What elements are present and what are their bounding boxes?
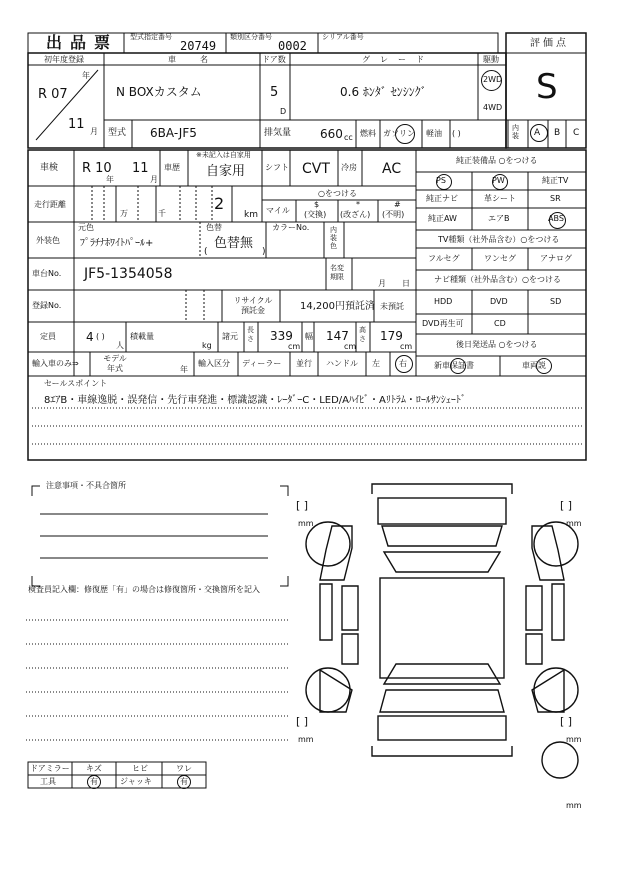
- type-no-value: 20749: [180, 39, 217, 53]
- mile-label: マイル: [266, 206, 290, 215]
- width-unit: cm: [344, 342, 357, 351]
- class-no-value: 0002: [278, 39, 307, 53]
- length-unit: cm: [288, 342, 301, 351]
- mm-spare: mm: [566, 801, 582, 810]
- bracket-fr: [ ]: [560, 499, 573, 512]
- history-value: 自家用: [206, 164, 246, 179]
- interior-label: 内装: [512, 124, 519, 140]
- handle-label: ハンドル: [326, 359, 358, 368]
- drive-4wd: 4WD: [483, 103, 503, 112]
- displacement-value: 660: [320, 127, 343, 141]
- handle-right-circle: [395, 355, 413, 373]
- equip-r1c2-circle: [492, 174, 508, 190]
- color-no-label: カラーNo.: [272, 223, 310, 232]
- interior-a-circle: [530, 124, 548, 142]
- chassis-label: 車台No.: [32, 269, 62, 278]
- paren-close: ): [262, 247, 266, 257]
- capacity-paren: ( ): [96, 332, 105, 341]
- dims-label: 諸元: [222, 332, 238, 341]
- recycle-unpaid: 未預託: [380, 302, 404, 311]
- model-year-label: モデル年式: [103, 354, 127, 373]
- model-value: 6BA-JF5: [150, 126, 197, 140]
- fuel-label: 燃料: [360, 129, 376, 138]
- equip-r2c3: SR: [550, 194, 561, 203]
- sales-title: セールスポイント: [44, 379, 108, 388]
- equip-r3c3: ABS: [548, 214, 564, 223]
- tamper-sym: *: [356, 200, 360, 209]
- recycle-value: 14,200円預託済: [300, 301, 375, 312]
- mileage-label: 走行距離: [34, 200, 66, 209]
- handle-right: 右: [399, 359, 407, 368]
- interior-a: A: [534, 128, 541, 138]
- repaint-value: 色替無: [214, 236, 254, 251]
- displacement-label: 排気量: [264, 128, 292, 138]
- nav2-2: CD: [494, 319, 506, 328]
- car-diagram: [306, 484, 578, 778]
- later-new-circle: [450, 358, 466, 374]
- fuel-other: ( ): [452, 129, 461, 138]
- fuel-diesel: 軽油: [426, 129, 442, 138]
- legend-r2c3: ジャッキ: [120, 777, 152, 786]
- equip-r1c2: PW: [492, 176, 505, 185]
- interior-c: C: [573, 128, 580, 138]
- interior-color-label: 内装色: [330, 226, 337, 250]
- legend-r1c2: キズ: [86, 764, 102, 773]
- later-title: 後日発送品 ○をつける: [456, 340, 538, 349]
- name-change-month: 月: [378, 279, 386, 288]
- doors-sub: D: [280, 107, 287, 116]
- history-note: ※未記入は自家用: [196, 151, 251, 159]
- mm-fr: mm: [566, 519, 582, 528]
- nav1-2: DVD: [490, 297, 508, 306]
- unknown-sym: #: [394, 200, 401, 209]
- model-year-unit: 年: [180, 365, 188, 374]
- fuel-gas: ガソリン: [383, 129, 415, 138]
- drive-2wd-circle: [481, 70, 502, 91]
- dealer: ディーラー: [242, 359, 282, 368]
- year-unit: 年: [82, 71, 90, 80]
- inspector-note: 検査員記入欄：修復歴「有」の場合は修復箇所・交換箇所を記入: [28, 585, 260, 594]
- import-only: 輸入車のみ⇒: [32, 359, 79, 368]
- height-label: 高さ: [359, 326, 366, 343]
- doors-value: 5: [270, 85, 279, 100]
- tv-1: フルセグ: [428, 254, 460, 263]
- mm-rr: mm: [566, 735, 582, 744]
- grade-label: グレード: [362, 55, 434, 64]
- repaint-label: 色替: [206, 223, 222, 232]
- mileage-unit: km: [244, 210, 258, 220]
- month-unit: 月: [90, 127, 98, 136]
- grade-value: 0.6 ﾎﾝﾀﾞ ｾﾝｼﾝｸﾞ: [340, 85, 427, 99]
- height-value: 179: [380, 329, 403, 343]
- length-value: 339: [270, 329, 293, 343]
- name-change-label: 名変期限: [330, 264, 344, 281]
- capacity-unit: 人: [116, 341, 124, 350]
- load-unit: kg: [202, 341, 212, 350]
- later-manual-circle: [536, 358, 552, 374]
- recycle-label: リサイクル預託金: [233, 296, 273, 315]
- exchange-txt: (交換): [304, 210, 327, 219]
- mm-fl: mm: [298, 519, 314, 528]
- exchange-sym: $: [314, 200, 320, 209]
- shift-label: シフト: [265, 163, 289, 172]
- drive-2wd: 2WD: [483, 75, 503, 84]
- sales-text: 8ｴｱB・車線逸脱・誤発信・先行車発進・標識認識・ﾚｰﾀﾞｰC・LED/Aﾊｲﾋﾞ・Aﾘﾄﾗﾑ・ﾛｰﾙｻﾝｼｪｰﾄﾞ: [44, 395, 466, 406]
- width-value: 147: [326, 329, 349, 343]
- drive-label: 駆動: [483, 55, 499, 64]
- legend-r1c4: ワレ: [176, 764, 192, 773]
- equip-r1c1-circle: [436, 174, 452, 190]
- later-new: 新車保証書: [434, 361, 474, 370]
- parallel: 並行: [296, 359, 312, 368]
- history-label: 車歴: [164, 163, 180, 172]
- fuel-gas-circle: [395, 124, 415, 144]
- width-label: 幅: [305, 332, 313, 341]
- equip-r2c2: 革シート: [484, 194, 516, 203]
- nav1-3: SD: [550, 297, 562, 306]
- paren-open: (: [204, 247, 208, 257]
- first-reg-label: 初年度登録: [44, 55, 84, 64]
- equip-r3c3-circle: [549, 212, 566, 229]
- legend-r2c2-circle: [87, 775, 101, 789]
- inspection-value: R 10: [82, 161, 112, 176]
- mileage-man: 万: [120, 209, 128, 218]
- tamper-txt: (改ざん): [340, 210, 371, 219]
- ac-value: AC: [382, 161, 402, 177]
- class-no-label: 類別区分番号: [230, 33, 272, 41]
- bracket-rr: [ ]: [560, 715, 573, 728]
- equip-r1c1: PS: [436, 176, 446, 185]
- serial-label: シリアル番号: [322, 33, 364, 41]
- ac-label: 冷房: [341, 163, 357, 172]
- handle-left: 左: [372, 359, 380, 368]
- car-name-label: 車名: [168, 55, 232, 64]
- nav2-1: DVD再生可: [422, 319, 464, 328]
- tv-2: ワンセグ: [484, 254, 516, 263]
- legend-r2c2: 有: [90, 777, 98, 786]
- bracket-fl: [ ]: [296, 499, 309, 512]
- inspection-month: 11: [132, 161, 149, 176]
- inspection-label: 車検: [40, 163, 59, 173]
- equip-r3c2: エアB: [488, 214, 510, 223]
- load-label: 積載量: [130, 332, 154, 341]
- mileage-circle-note: ○をつける: [318, 189, 357, 198]
- displacement-unit: cc: [344, 133, 353, 142]
- tv-3: アナログ: [540, 254, 572, 263]
- tv-title: TV種類（社外品含む）○をつける: [438, 235, 560, 244]
- legend-r1c1: ドアミラー: [30, 764, 70, 773]
- reg-label: 登録No.: [32, 301, 62, 310]
- import-class: 輸入区分: [198, 359, 230, 368]
- legend-r1c3: ヒビ: [132, 764, 148, 773]
- interior-b: B: [554, 128, 561, 138]
- unknown-txt: (不明): [382, 210, 405, 219]
- equip-title: 純正装備品 ○をつける: [456, 156, 538, 165]
- equip-r2c1: 純正ナビ: [426, 194, 458, 203]
- orig-color-label: 元色: [78, 223, 94, 232]
- shift-value: CVT: [302, 161, 330, 177]
- capacity-value: 4: [86, 330, 94, 344]
- legend-r2c1: 工具: [40, 777, 56, 786]
- nav1-1: HDD: [434, 297, 453, 306]
- form-title: 出品票: [46, 33, 119, 52]
- type-no-label: 型式指定番号: [130, 33, 172, 41]
- name-change-day: 日: [402, 279, 410, 288]
- color-value: ﾌﾟﾗﾁﾅﾎﾜｲﾄﾊﾟｰﾙ+: [80, 238, 154, 249]
- equip-r1c3: 純正TV: [542, 176, 569, 185]
- chassis-value: JF5-1354058: [84, 266, 173, 282]
- first-reg-month: 11: [68, 117, 85, 132]
- score-label: 評価点: [530, 38, 569, 49]
- car-name-value: N BOXカスタム: [116, 85, 202, 99]
- capacity-label: 定員: [40, 332, 56, 341]
- legend-r2c4-circle: [177, 775, 191, 789]
- mm-rl: mm: [298, 735, 314, 744]
- notes-title: 注意事項・不具合箇所: [46, 481, 126, 490]
- color-label: 外装色: [36, 236, 60, 245]
- mileage-value: 2: [214, 194, 225, 213]
- doors-label: ドア数: [262, 55, 286, 64]
- score-value: S: [536, 67, 558, 107]
- inspection-year-unit: 年: [106, 175, 114, 184]
- length-label: 長さ: [247, 326, 254, 343]
- height-unit: cm: [400, 342, 413, 351]
- bracket-rl: [ ]: [296, 715, 309, 728]
- mileage-sen: 千: [158, 209, 166, 218]
- nav-title: ナビ種類（社外品含む）○をつける: [434, 275, 561, 284]
- first-reg-year: R 07: [38, 87, 68, 102]
- later-manual: 車両説: [522, 361, 546, 370]
- legend-r2c4: 有: [180, 777, 188, 786]
- inspection-month-unit: 月: [150, 175, 158, 184]
- model-label: 型式: [108, 128, 127, 138]
- equip-r3c1: 純正AW: [428, 214, 457, 223]
